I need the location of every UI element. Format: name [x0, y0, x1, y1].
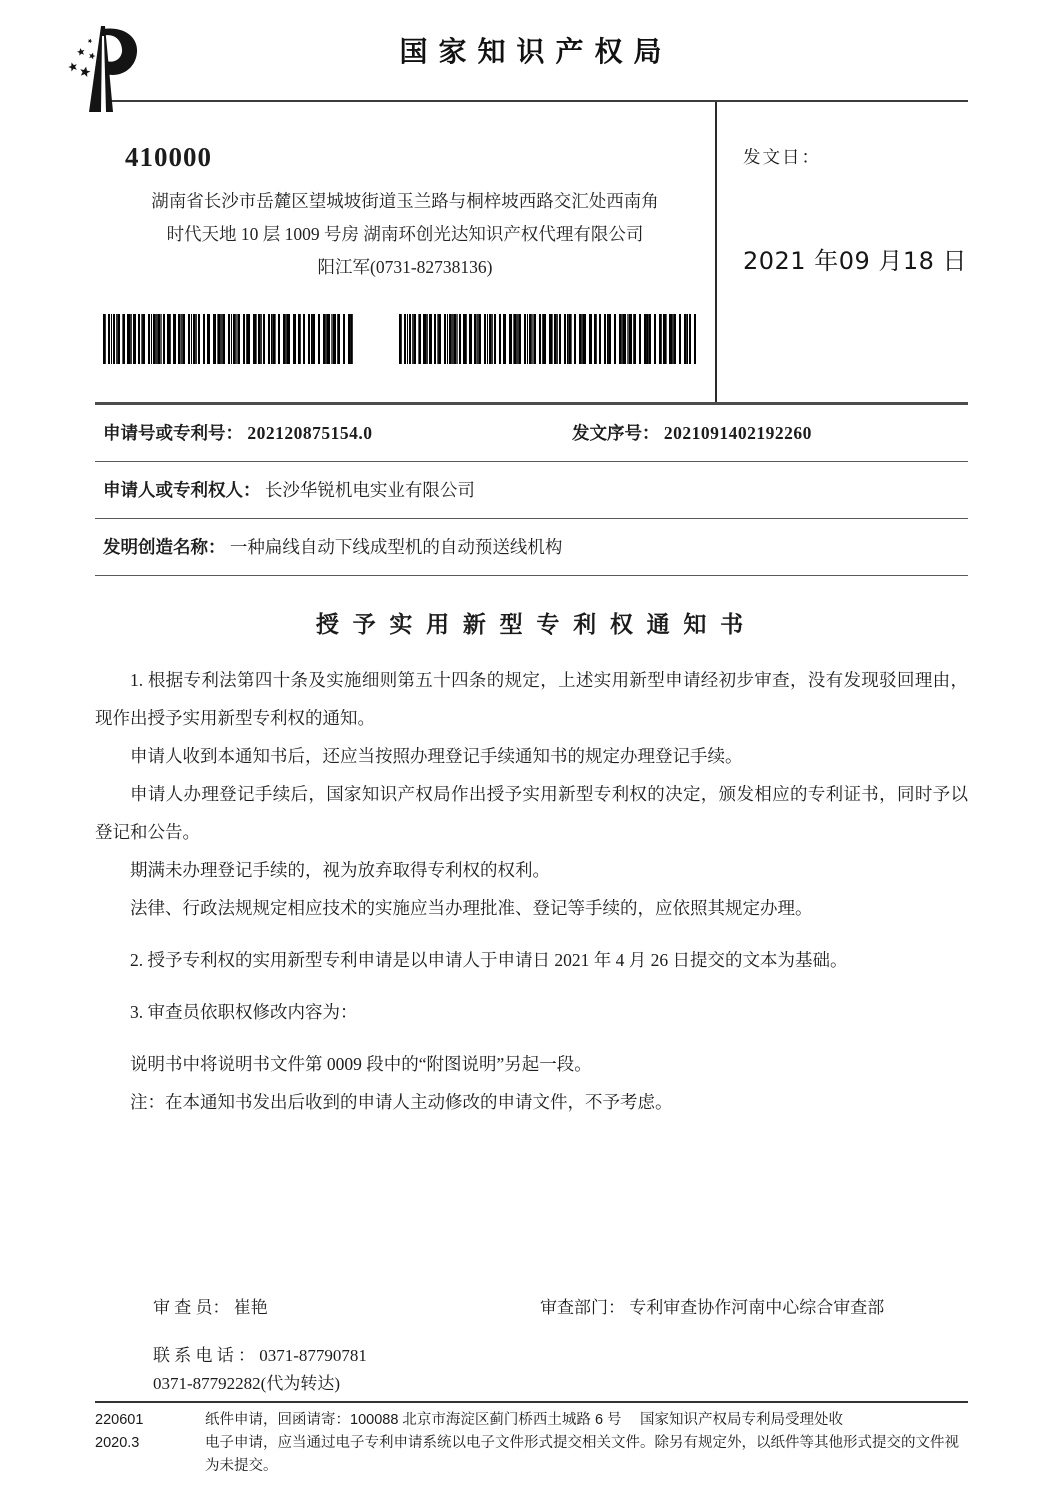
serial-number-label: 发文序号： [572, 423, 660, 443]
examiner-cell [153, 1293, 268, 1318]
application-number-cell [103, 420, 373, 445]
agent-contact-line: 阳江军(0731-82738136) [317, 257, 493, 277]
barcode-row [103, 314, 715, 364]
footer-note-electronic: 电子申请，应当通过电子专利申请系统以电子文件形式提交相关文件。除另有规定外，以纸件等其他形式提交的文件视为未提交。 [205, 1435, 959, 1474]
info-section [95, 102, 968, 405]
issue-date-label: 发文日： [743, 147, 821, 167]
notice-paragraph: 期满未办理登记手续的，视为放弃取得专利权的权利。 [130, 860, 550, 880]
form-code: 220601 [95, 1412, 144, 1428]
cnipa-logo-icon [64, 24, 142, 124]
footer-note-paper: 纸件申请，回函请寄：100088 北京市海淀区蓟门桥西土城路 6 号 国家知识产权局专利局受理处收 [205, 1412, 844, 1428]
application-number-label: 申请号或专利号： [103, 423, 243, 443]
examiner-label: 审 查 员： [153, 1298, 230, 1317]
notice-paragraph: 申请人办理登记手续后，国家知识产权局作出授予实用新型专利权的决定，颁发相应的专利证书，同时予以登记和公告。 [95, 784, 968, 842]
barcode-serial-number [399, 314, 697, 364]
notice-paragraph: 1. 根据专利法第四十条及实施细则第五十四条的规定，上述实用新型申请经初步审查，没有发现驳回理由，现作出授予实用新型专利权的通知。 [95, 670, 968, 728]
invention-title-value: 一种扁线自动下线成型机的自动预送线机构 [229, 537, 563, 557]
applicant-label: 申请人或专利权人： [103, 480, 261, 500]
barcode-application-number [103, 314, 353, 364]
issue-date-value: 2021 年09 月18 日 [743, 247, 968, 275]
postal-code: 410000 [125, 142, 212, 172]
department-label: 审查部门： [540, 1298, 625, 1317]
form-version: 2020.3 [95, 1435, 140, 1451]
document-header [0, 0, 1052, 100]
recipient-address-block [95, 102, 715, 402]
contact-phone-line2: 0371-87792282(代为转达) [153, 1374, 340, 1393]
invention-title-label: 发明创造名称： [103, 537, 226, 557]
blank-spacer [0, 1121, 1052, 1293]
notice-paragraph: 2. 授予专利权的实用新型专利申请是以申请人于申请日 2021 年 4 月 26 日提交的文本为基础。 [130, 950, 848, 970]
notice-paragraph: 法律、行政法规规定相应技术的实施应当办理批准、登记等手续的，应依照其规定办理。 [130, 898, 813, 918]
notice-title: 授 予 实 用 新 型 专 利 权 通 知 书 [315, 612, 748, 637]
notice-body [95, 661, 968, 1121]
department-cell [540, 1293, 968, 1318]
applicant-value: 长沙华锐机电实业有限公司 [264, 480, 475, 500]
agency-title: 国 家 知 识 产 权 局 [399, 37, 664, 68]
application-number-value: 202120875154.0 [247, 423, 373, 443]
applicant-row [95, 462, 968, 519]
examiner-name: 崔艳 [233, 1298, 268, 1317]
form-meta [95, 1409, 205, 1478]
notice-paragraph: 申请人收到本通知书后，还应当按照办理登记手续通知书的规定办理登记手续。 [130, 746, 743, 766]
department-name: 专利审查协作河南中心综合审查部 [629, 1298, 885, 1317]
notice-paragraph: 注：在本通知书发出后收到的申请人主动修改的申请文件，不予考虑。 [130, 1092, 673, 1112]
footer-notes [205, 1409, 968, 1478]
contact-phone-line1: 联 系 电 话 ： 0371-87790781 [153, 1346, 367, 1365]
address-line-2: 时代天地 10 层 1009 号房 湖南环创光达知识产权代理有限公司 [166, 224, 644, 244]
notice-paragraph: 说明书中将说明书文件第 0009 段中的“附图说明”另起一段。 [130, 1054, 592, 1074]
address-line-1: 湖南省长沙市岳麓区望城坡街道玉兰路与桐梓坡西路交汇处西南角 [151, 191, 659, 211]
serial-number-value: 2021091402192260 [663, 423, 812, 443]
contact-block [95, 1342, 968, 1398]
signature-row [95, 1293, 968, 1318]
document-footer [95, 1401, 968, 1478]
issue-date-box [715, 102, 968, 402]
application-number-row [95, 405, 968, 462]
invention-title-row [95, 519, 968, 576]
notice-paragraph: 3. 审查员依职权修改内容为： [130, 1002, 358, 1022]
serial-number-cell [572, 420, 968, 445]
